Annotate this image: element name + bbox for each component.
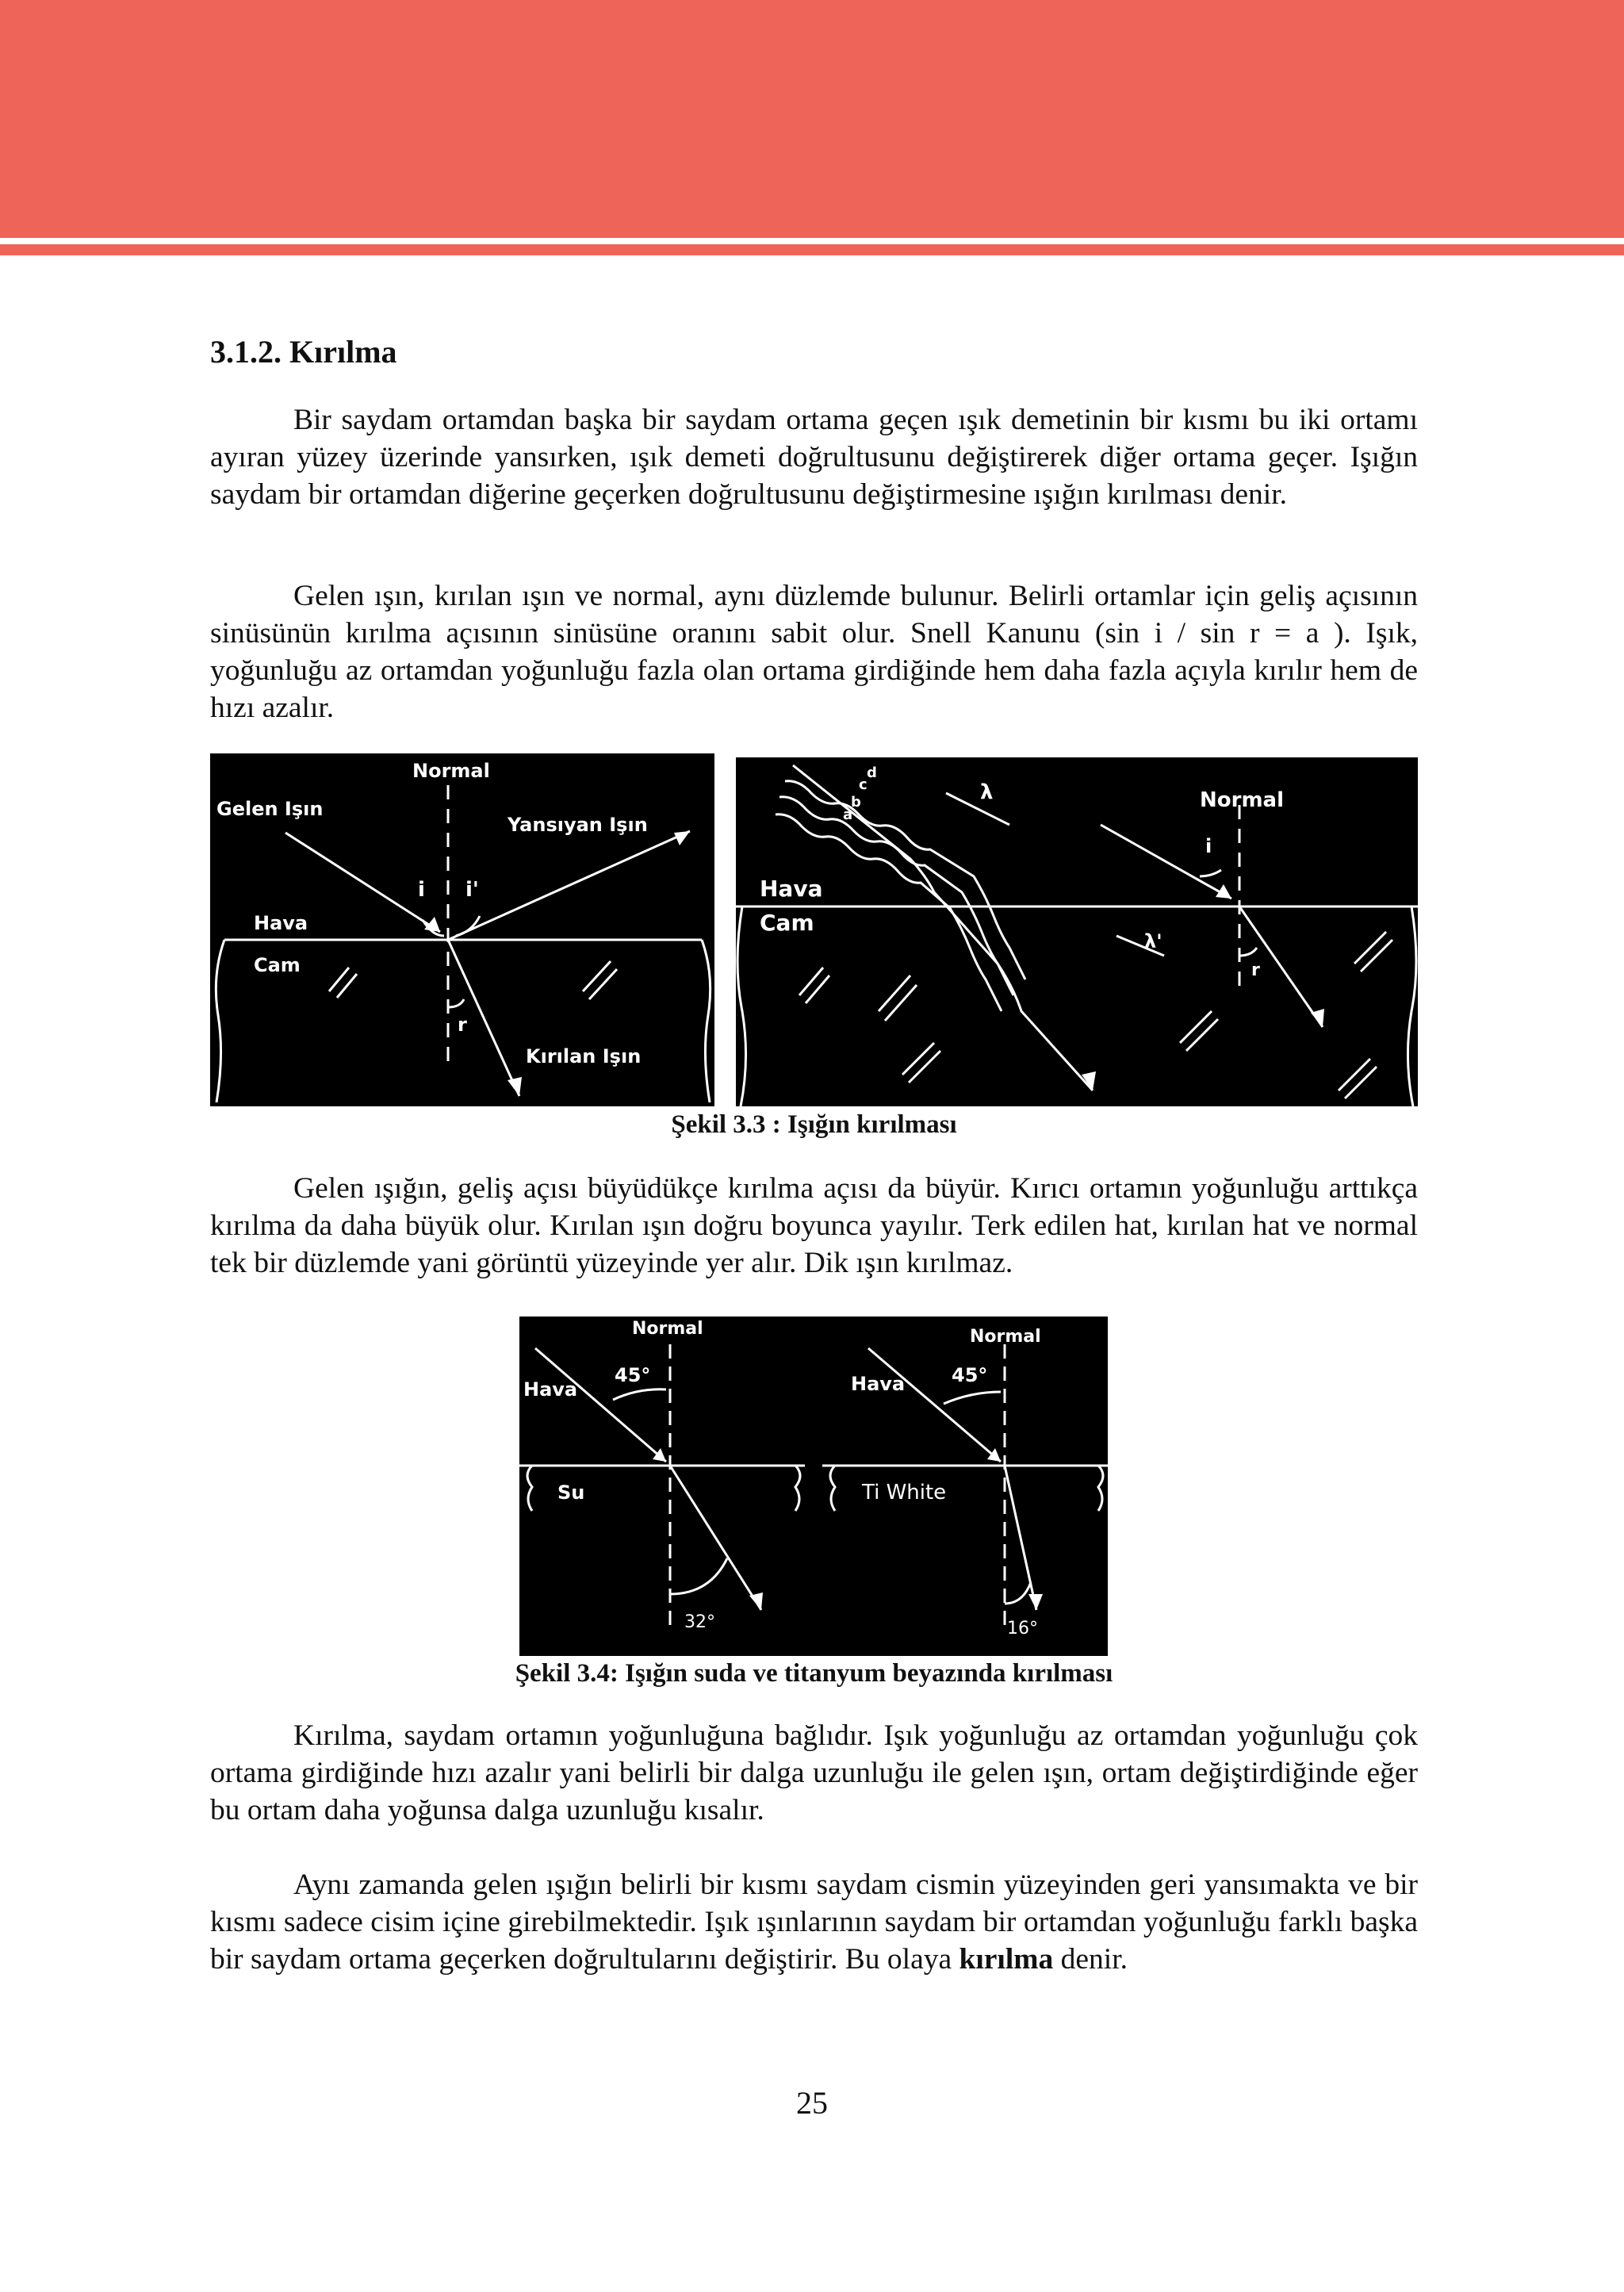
header-gap <box>0 238 1624 244</box>
air-label: Hava <box>254 912 308 934</box>
angle-i-label: i <box>418 878 425 902</box>
angle-in-water: 45° <box>615 1364 651 1386</box>
header-band <box>0 0 1624 238</box>
header-stripe <box>0 244 1624 255</box>
section-title: 3.1.2. Kırılma <box>210 334 397 370</box>
figure-3-4-caption: Şekil 3.4: Işığın suda ve titanyum beyazında kırılması <box>515 1659 1113 1688</box>
normal-label-ti: Normal <box>970 1327 1041 1347</box>
glass-label: Cam <box>254 954 301 976</box>
air-label-ti: Hava <box>851 1373 906 1395</box>
figure-3-3-right <box>736 757 1418 1106</box>
figure-3-3-caption: Şekil 3.3 : Işığın kırılması <box>671 1110 957 1139</box>
paragraph-5-text: Aynı zamanda gelen ışığın belirli bir kısmı saydam cismin yüzeyinden geri yansımakta ve bir kısmı sadece cisim içine girebilmektedir. Işık ışınlarının saydam bir ortamdan yoğunluğu farklı başka bir saydam ortama geçerken doğrultularını değiştirir. Bu olaya <box>210 1868 1418 1976</box>
figure-3-4 <box>519 1317 1108 1656</box>
glass-label-right: Cam <box>760 910 814 936</box>
air-label-right: Hava <box>760 876 823 902</box>
angle-r-label: r <box>458 1014 467 1036</box>
paragraph-3: Gelen ışığın, geliş açısı büyüdükçe kırılma açısı da büyür. Kırıcı ortamın yoğunluğu arttıkça kırılma da daha büyük olur. Kırılan ışın doğru boyunca yayılır. Terk edilen hat, kırılan hat ve normal tek bir düzlemde yani görüntü yüzeyinde yer alır. Dik ışın kırılmaz. <box>210 1172 1418 1279</box>
paragraph-5-tail: denir. <box>1053 1943 1128 1976</box>
normal-label-water: Normal <box>632 1319 703 1339</box>
angle-r-label-right: r <box>1251 960 1260 980</box>
wave-label-b: b <box>851 794 861 811</box>
angle-out-water: 32° <box>684 1612 715 1632</box>
wave-label-d: d <box>867 765 877 781</box>
figure-3-3-left <box>210 753 714 1106</box>
normal-label-right: Normal <box>1200 788 1284 812</box>
refracted-label: Kırılan Işın <box>526 1045 642 1067</box>
angle-i-prime-label: i' <box>465 878 479 902</box>
wave-label-c: c <box>859 776 868 793</box>
page-number: 25 <box>796 2085 828 2121</box>
paragraph-1: Bir saydam ortamdan başka bir saydam ortama geçen ışık demetinin bir kısmı bu iki ortamı ayıran yüzey üzerinde yansırken, ışık demeti doğrultusunu değiştirerek diğer ortama geçer. Işığın saydam bir ortamdan diğerine geçerken doğrultusunu değiştirmesine ışığın kırılması denir. <box>210 404 1418 511</box>
bold-term: kırılma <box>959 1943 1054 1976</box>
ti-white-label: Ti White <box>862 1481 947 1504</box>
paragraph-2: Gelen ışın, kırılan ışın ve normal, aynı düzlemde bulunur. Belirli ortamlar için geliş açısının sinüsünün kırılma açısının sinüsüne oranını sabit olur. Snell Kanunu (sin i / sin r = a ). Işık, yoğunluğu az ortamdan yoğunluğu fazla olan ortama girdiğinde hem daha fazla açıyla kırılır hem de hızı azalır. <box>210 580 1418 724</box>
angle-in-ti: 45° <box>952 1364 988 1386</box>
air-label-water: Hava <box>523 1378 578 1401</box>
reflected-label: Yansıyan Işın <box>508 814 648 836</box>
lambda-prime-label: λ' <box>1144 930 1162 952</box>
paragraph-4: Kırılma, saydam ortamın yoğunluğuna bağlıdır. Işık yoğunluğu az ortamdan yoğunluğu çok ortama girdiğinde hızı azalır yani belirli bir dalga uzunluğu ile gelen ışın, ortam değiştirdiğinde eğer bu ortam daha yoğunsa dalga uzunluğu kısalır. <box>210 1719 1418 1826</box>
incident-label: Gelen Işın <box>216 798 324 820</box>
lambda-label: λ <box>980 780 994 804</box>
normal-label: Normal <box>412 760 490 782</box>
angle-out-ti: 16° <box>1007 1619 1038 1639</box>
water-label: Su <box>557 1481 585 1504</box>
paragraph-5 <box>210 1866 1418 1978</box>
wave-label-a: a <box>843 807 853 823</box>
angle-i-label-right: i <box>1205 835 1212 857</box>
